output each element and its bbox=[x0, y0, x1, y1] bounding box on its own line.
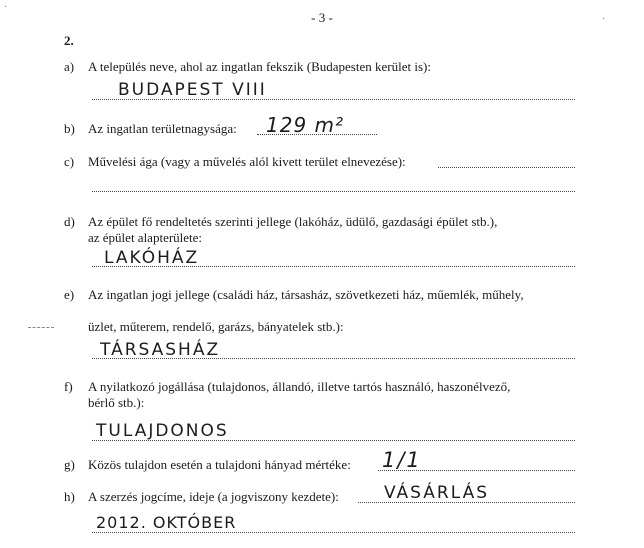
answer-f: TULAJDONOS bbox=[96, 421, 229, 441]
question-h: A szerzés jogcíme, ideje (a jogviszony kezdete): bbox=[88, 489, 339, 504]
question-c: Művelési ága (vagy a művelés alól kivett terület elnevezése): bbox=[88, 154, 406, 169]
answer-line-c2 bbox=[92, 191, 575, 192]
item-letter-g: g) bbox=[64, 457, 75, 472]
margin-mark bbox=[28, 327, 54, 328]
section-number: 2. bbox=[64, 33, 74, 48]
scan-speck-left: · bbox=[4, 2, 8, 13]
answer-d: LAKÓHÁZ bbox=[104, 248, 200, 268]
item-letter-f: f) bbox=[64, 379, 73, 394]
question-d-line2: az épület alapterülete: bbox=[88, 230, 203, 245]
question-e: Az ingatlan jogi jellege (családi ház, társasház, szövetkezeti ház, műemlék, műhely, bbox=[88, 287, 524, 302]
answer-h-date: 2012. OKTÓBER bbox=[96, 513, 237, 532]
answer-b: 129 m² bbox=[266, 113, 345, 137]
question-g: Közös tulajdon esetén a tulajdoni hányad mértéke: bbox=[88, 457, 351, 472]
answer-h: VÁSÁRLÁS bbox=[384, 483, 490, 503]
answer-e: TÁRSASHÁZ bbox=[100, 340, 221, 360]
question-f-line2: bérlő stb.): bbox=[88, 395, 145, 410]
item-letter-h: h) bbox=[64, 489, 75, 504]
question-d: Az épület fő rendeltetés szerinti jellege (lakóház, üdülő, gazdasági épület stb.), bbox=[88, 214, 498, 229]
item-letter-b: b) bbox=[64, 121, 75, 136]
item-letter-c: c) bbox=[64, 154, 75, 169]
scan-speck: · bbox=[602, 14, 606, 25]
question-a: A település neve, ahol az ingatlan fekszik (Budapesten kerület is): bbox=[88, 59, 431, 74]
question-e-line2: üzlet, műterem, rendelő, garázs, bányatelek stb.): bbox=[88, 319, 344, 334]
answer-a: BUDAPEST VIII bbox=[118, 80, 267, 100]
question-f: A nyilatkozó jogállása (tulajdonos, állandó, illetve tartós használó, haszonélvező, bbox=[88, 379, 511, 394]
item-letter-d: d) bbox=[64, 214, 75, 229]
answer-line-h2 bbox=[92, 532, 575, 533]
item-letter-e: e) bbox=[64, 287, 75, 302]
page-number: - 3 - bbox=[311, 10, 333, 25]
answer-line-c1 bbox=[438, 167, 575, 168]
question-b: Az ingatlan területnagysága: bbox=[88, 121, 237, 136]
item-letter-a: a) bbox=[64, 59, 75, 74]
answer-g: 1/1 bbox=[382, 448, 422, 472]
